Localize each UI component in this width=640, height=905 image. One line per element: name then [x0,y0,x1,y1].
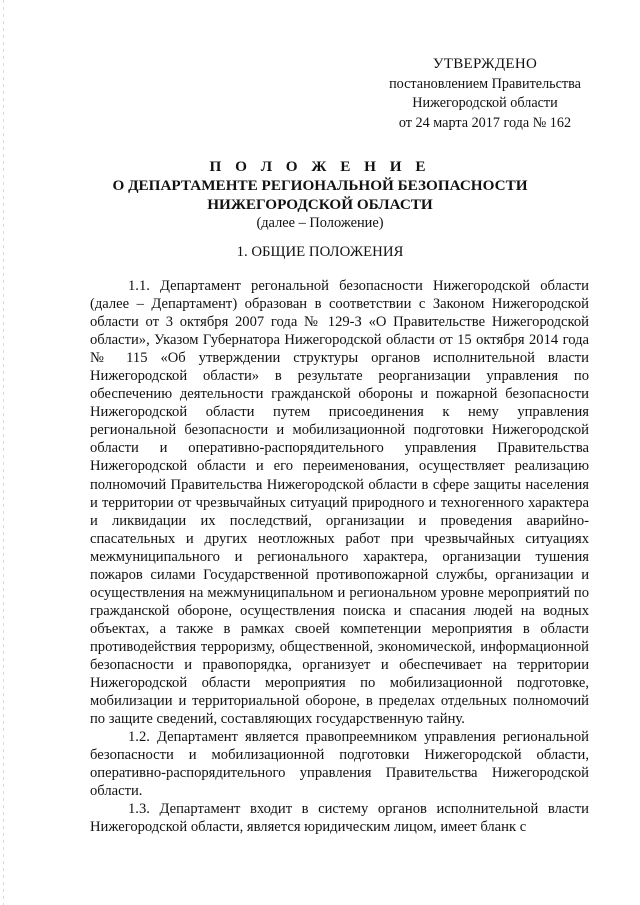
paragraph-number: 1.2. [128,729,150,746]
paragraph-1-3 [90,800,589,836]
section-body [90,277,589,836]
section-heading: 1. ОБЩИЕ ПОЛОЖЕНИЯ [236,244,404,260]
approval-title: УТВЕРЖДЕНО [432,56,538,72]
document-title-main: П О Л О Ж Е Н И Е [209,158,431,175]
paragraph-1-2 [90,728,589,800]
paragraph-1-1 [90,277,589,728]
document-title-block [90,157,550,233]
paragraph-text: Департамент является правопреемником управления региональной безопасности и мобилизационной подготовки Нижегородской области, оперативно-распорядительного управления Правительства Нижегородской области. [90,729,589,800]
paragraph-number: 1.3. [128,801,150,818]
document-title-line-3: НИЖЕГОРОДСКОЙ ОБЛАСТИ [207,196,433,213]
paragraph-text: Департамент входит в систему органов исполнительной власти Нижегородской области, является юридическим лицом, имеет бланк с [90,801,589,836]
paragraph-number: 1.1. [128,278,150,294]
approval-line-1: постановлением Правительства [389,75,581,92]
document-title-subtitle: (далее – Положение) [256,215,384,231]
document-title-line-2: О ДЕПАРТАМЕНТЕ РЕГИОНАЛЬНОЙ БЕЗОПАСНОСТИ [112,177,528,194]
scan-edge-decoration [3,0,4,905]
approval-stamp-block [370,55,600,133]
approval-line-2: Нижегородской области [412,95,558,111]
approval-line-3: от 24 марта 2017 года № 162 [398,114,572,131]
paragraph-text: Департамент регональной безопасности Нижегородской области (далее – Департамент) образован в соответствии с Законом Нижегородской области от 3 октября 2007 года № 129-З «О Правительстве Нижегородской области», Указом Губернатора Нижегородской области от 15 октября 2014 года № 115 «Об утверждении структуры органов исполнительной власти Нижегородской области» в результате реорганизации управления по обеспечению деятельности гражданской обороны и пожарной безопасности Нижегородской области путем присоединения к нему управления региональной безопасности и мобилизационной подготовки Нижегородской области и оперативно-распорядительного управления Правительства Нижегородской области и его переименования, осуществляет реализацию полномочий Правительства Нижегородской области в сфере защиты населения и территории от чрезвычайных ситуаций природного и техногенного характера и ликвидации их последствий, организации и проведения аварийно-спасательных и других неотложных работ при чрезвычайных ситуациях межмуниципального и регионального характера, организации тушения пожаров силами Государственной противопожарной службы, организации и осуществления на межмуниципальном и региональном уровне мероприятий по гражданской обороне, осуществления поиска и спасания людей на водных объектах, а также в рамках своей компетенции мероприятия в области противодействия терроризму, общественной, экономической, информационной безопасности и правопорядка, организует и обеспечивает на территории Нижегородской области мероприятия по мобилизационной подготовке, мобилизации и территориальной обороне, в пределах отдельных полномочий по защите сведений, составляющих государственную тайну. [90,278,589,728]
